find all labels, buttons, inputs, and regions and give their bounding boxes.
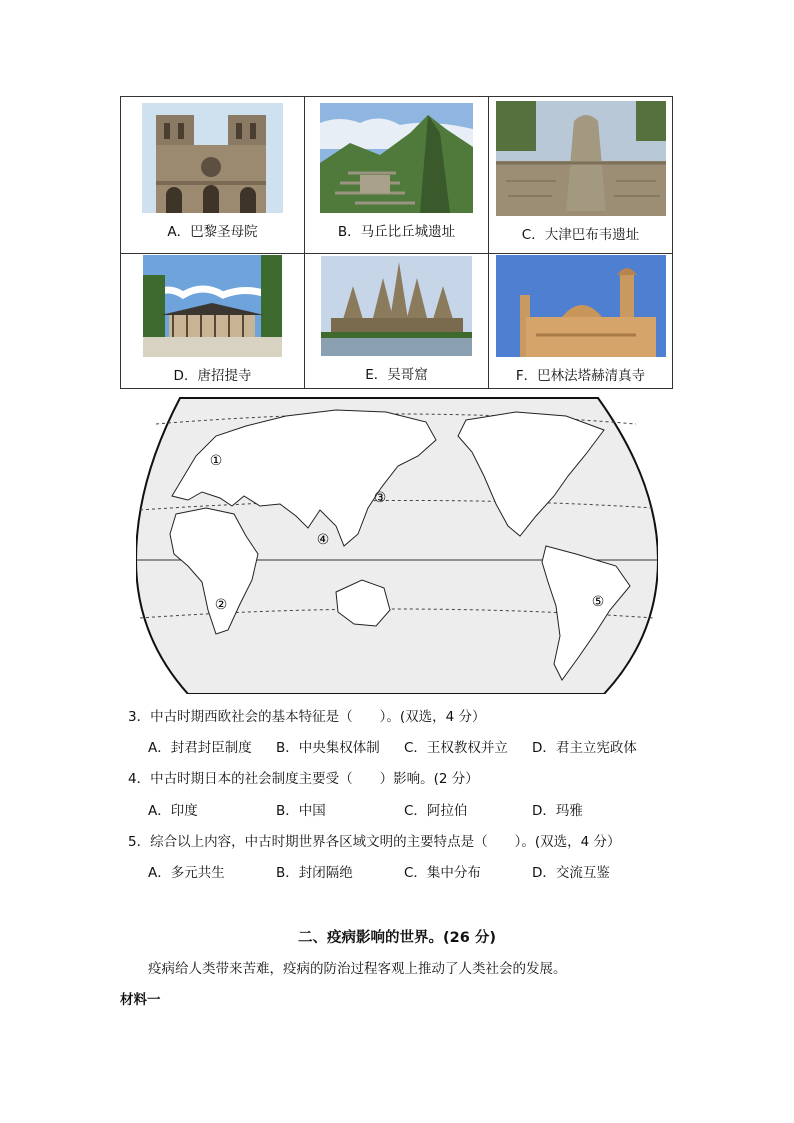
q4-option-b[interactable]: B．中国	[276, 803, 326, 819]
marker-2: ②	[214, 597, 228, 613]
q3-option-d[interactable]: D．君主立宪政体	[532, 740, 637, 756]
section-heading: 二、疫病影响的世界。(26 分)	[298, 930, 496, 946]
site-cell-a	[121, 97, 305, 254]
marker-5: ⑤	[591, 594, 605, 610]
section-intro: 疫病给人类带来苦难，疫病的防治过程客观上推动了人类社会的发展。	[148, 961, 567, 977]
site-label: B．马丘比丘城遗址	[337, 224, 456, 240]
site-label: E．吴哥窟	[365, 367, 428, 383]
q5-option-b[interactable]: B．封闭隔绝	[276, 865, 353, 881]
site-cell-d	[121, 254, 305, 389]
question-5: 5．综合以上内容，中古时期世界各区域文明的主要特点是（ ）。(双选，4 分）	[128, 834, 621, 850]
site-label: F．巴林法塔赫清真寺	[515, 368, 646, 384]
marker-3: ③	[373, 490, 387, 506]
stone-tower-photo	[496, 101, 666, 216]
site-cell-b	[305, 97, 489, 254]
q5-option-a[interactable]: A．多元共生	[148, 865, 225, 881]
q4-option-a[interactable]: A．印度	[148, 803, 198, 819]
site-cell-c	[489, 97, 673, 254]
q4-option-d[interactable]: D．玛雅	[532, 803, 583, 819]
q4-option-c[interactable]: C．阿拉伯	[404, 803, 468, 819]
question-4: 4．中古时期日本的社会制度主要受（ ）影响。(2 分）	[128, 771, 479, 787]
marker-1: ①	[209, 453, 223, 469]
site-cell-f	[489, 254, 673, 389]
site-cell-e	[305, 254, 489, 389]
heritage-sites-table	[120, 96, 673, 389]
world-map	[136, 396, 658, 694]
q5-option-d[interactable]: D．交流互鉴	[532, 865, 610, 881]
q3-option-a[interactable]: A．封君封臣制度	[148, 740, 252, 756]
mountain-ruins-photo	[320, 103, 473, 213]
cathedral-photo	[142, 103, 283, 213]
mosque-photo	[496, 255, 666, 357]
q5-option-c[interactable]: C．集中分布	[404, 865, 481, 881]
question-3: 3．中古时期西欧社会的基本特征是（ ）。(双选，4 分）	[128, 709, 486, 725]
marker-4: ④	[316, 532, 330, 548]
material-label: 材料一	[120, 992, 161, 1008]
angkor-photo	[321, 256, 472, 356]
site-label: A．巴黎圣母院	[167, 224, 258, 240]
temple-photo	[143, 255, 282, 357]
site-label: D．唐招提寺	[173, 368, 252, 384]
q3-option-c[interactable]: C．王权教权并立	[404, 740, 508, 756]
site-label: C．大津巴布韦遗址	[521, 227, 640, 243]
q3-option-b[interactable]: B．中央集权体制	[276, 740, 380, 756]
